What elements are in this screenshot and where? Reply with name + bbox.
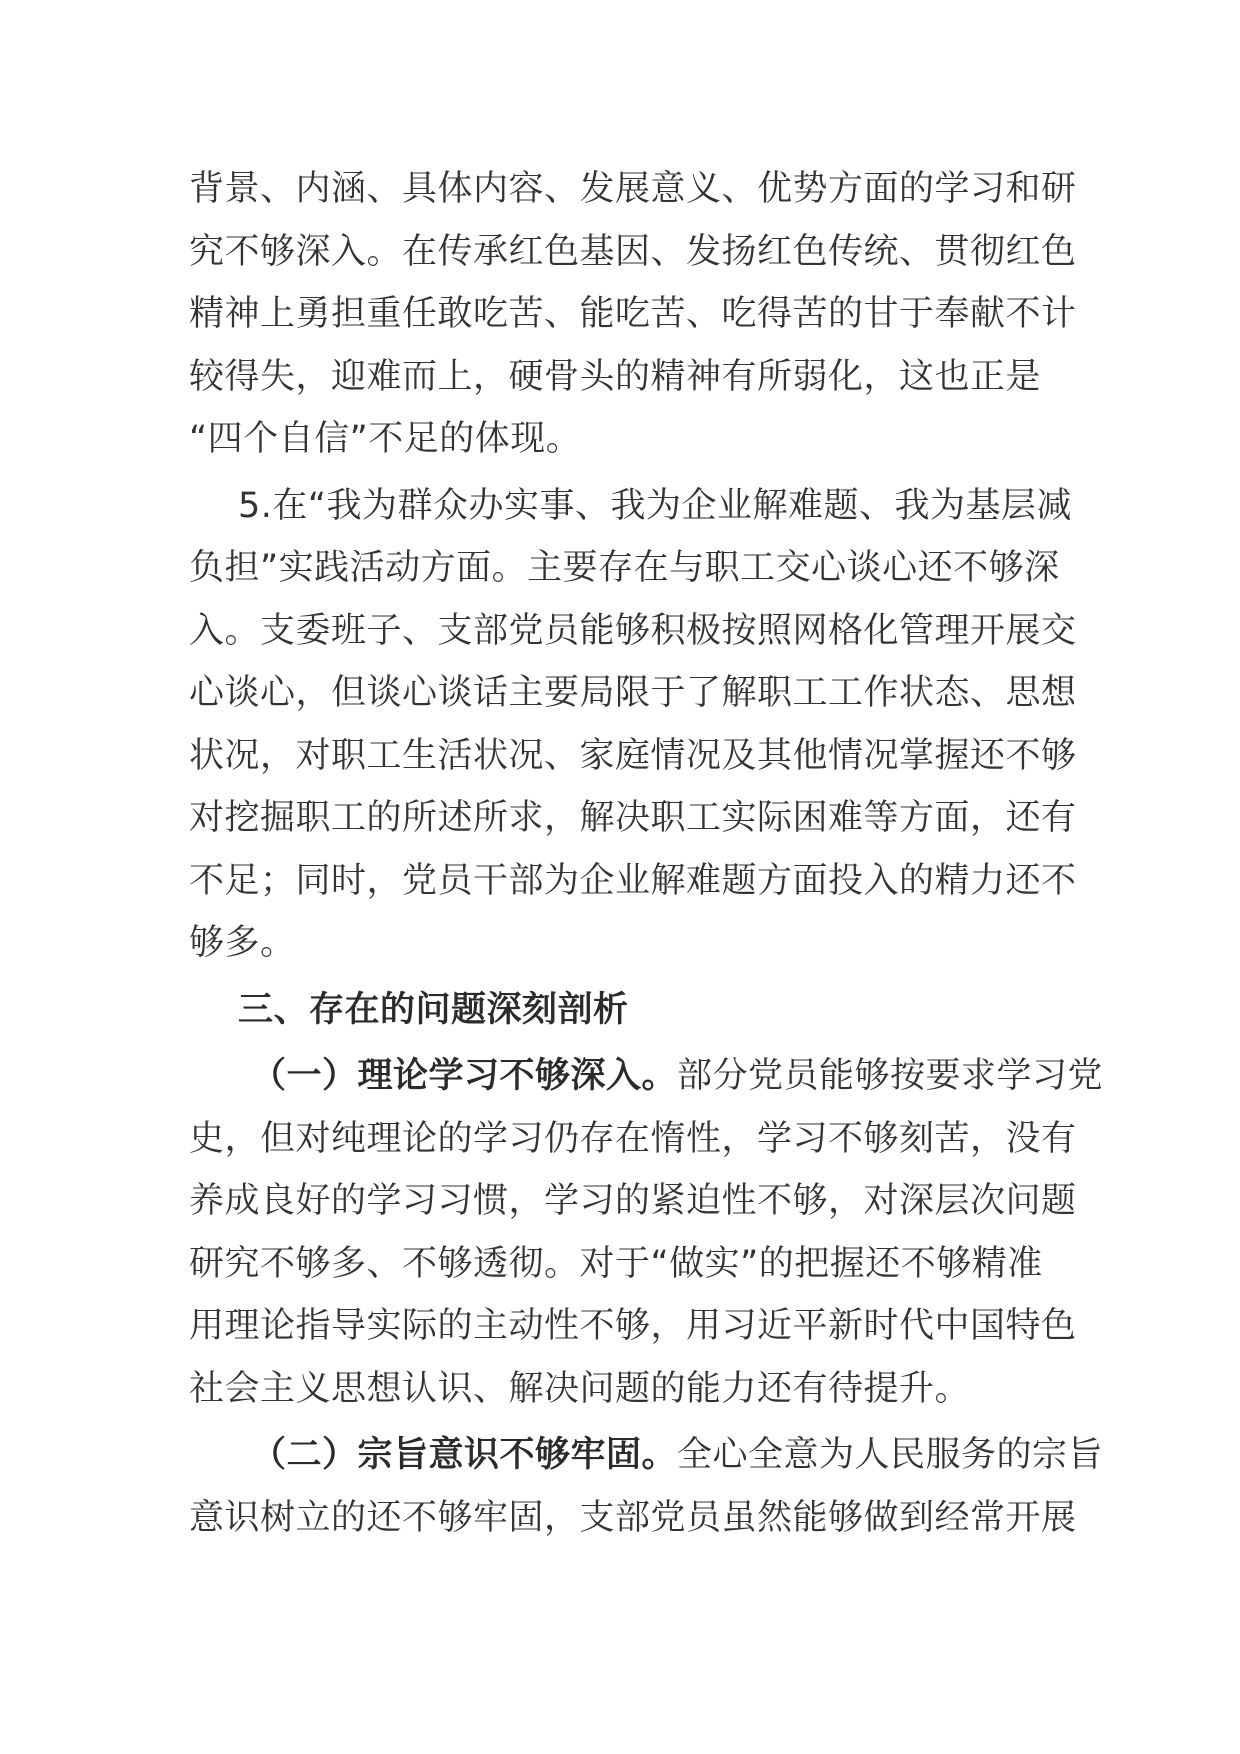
- document-body: [189, 158, 1104, 1549]
- text-line: 究不够深入。在传承红色基因、发扬红色传统、贯彻红色: [189, 231, 1077, 272]
- subsection-2: [189, 1424, 1104, 1549]
- heading-3: 三、存在的问题深刻剖析: [238, 989, 629, 1030]
- section-heading: [189, 979, 1059, 1042]
- text-line: 入。支委班子、支部党员能够积极按照网格化管理开展交: [189, 610, 1077, 651]
- subsection-first-line-text: 部分党员能够按要求学习党: [677, 1056, 1104, 1096]
- subsection-first-line: [189, 1045, 1104, 1108]
- text-line: 养成良好的学习习惯，学习的紧迫性不够，对深层次问题: [189, 1181, 1077, 1221]
- text-line: 心谈心，但谈心谈话主要局限于了解职工工作状态、思想: [189, 673, 1077, 713]
- text-line: 史，但对纯理论的学习仍存在惰性，学习不够刻苦，没有: [189, 1118, 1077, 1159]
- paragraph-item-5: [189, 475, 1077, 975]
- text-line: 状况，对职工生活状况、家庭情况及其他情况掌握还不够: [189, 735, 1077, 776]
- paragraph-continuation: [189, 158, 1077, 471]
- text-line: 社会主义思想认识、解决问题的能力还有待提升。: [189, 1368, 971, 1409]
- text-line: 5.在“我为群众办实事、我为企业解难题、我为基层减: [238, 485, 1073, 526]
- text-line: 研究不够多、不够透彻。对于“做实”的把握还不够精准: [189, 1243, 1043, 1284]
- subsection-1: [189, 1045, 1104, 1420]
- subsection-title: （二）宗旨意识不够牢固。: [251, 1435, 678, 1475]
- text-line: 不足；同时，党员干部为企业解难题方面投入的精力还不: [189, 860, 1077, 901]
- text-line: 对挖掘职工的所述所求，解决职工实际困难等方面，还有: [189, 798, 1077, 838]
- text-line: 背景、内涵、具体内容、发展意义、优势方面的学习和研: [189, 169, 1077, 209]
- text-line: 够多。: [189, 923, 296, 963]
- text-line: 较得失，迎难而上，硬骨头的精神有所弱化，这也正是: [189, 356, 1042, 397]
- text-line: 用理论指导实际的主动性不够，用习近平新时代中国特色: [189, 1306, 1077, 1346]
- subsection-first-line-text: 全心全意为人民服务的宗旨: [677, 1435, 1104, 1475]
- subsection-title: （一）理论学习不够深入。: [251, 1056, 678, 1096]
- text-line: “四个自信”不足的体现。: [189, 419, 582, 459]
- subsection-first-line: [189, 1424, 1104, 1487]
- text-line: 意识树立的还不够牢固，支部党员虽然能够做到经常开展: [189, 1497, 1077, 1538]
- text-line: 负担”实践活动方面。主要存在与职工交心谈心还不够深: [189, 548, 1060, 588]
- text-line: 精神上勇担重任敢吃苦、能吃苦、吃得苦的甘于奉献不计: [189, 294, 1077, 334]
